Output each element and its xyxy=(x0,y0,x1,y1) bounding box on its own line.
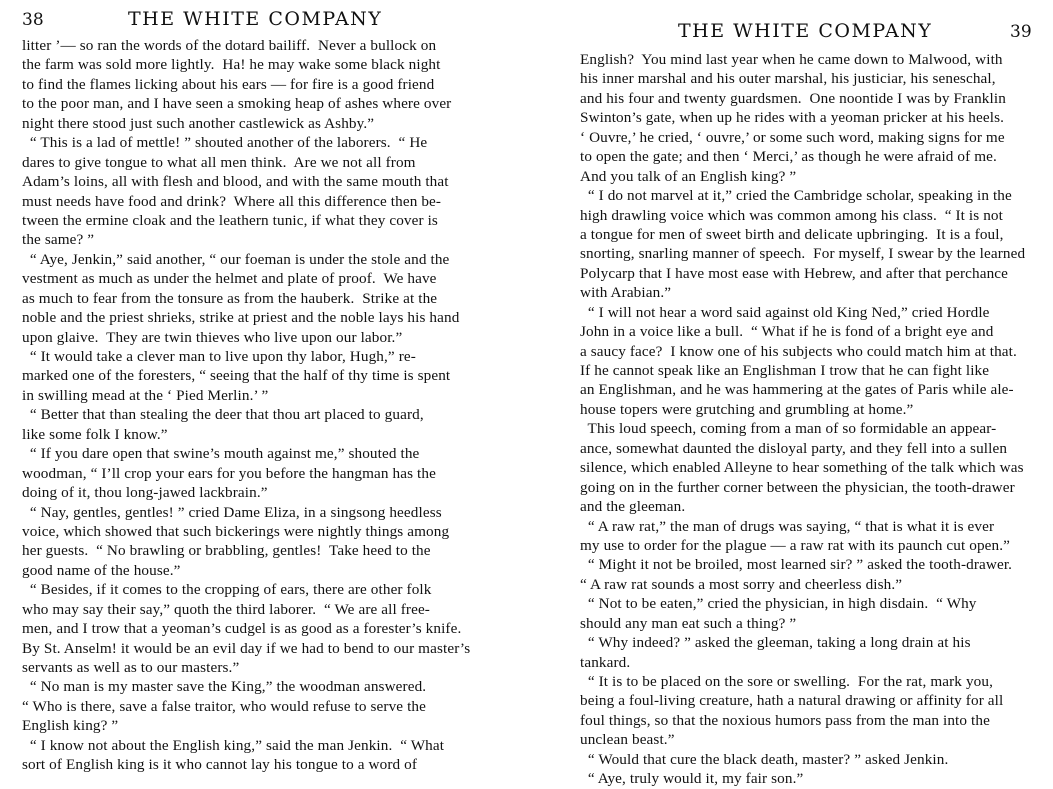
text-line: to open the gate; and then ‘ Merci,’ as though he were afraid of me. xyxy=(580,148,997,166)
text-line: ‘ Ouvre,’ he cried, ‘ ouvre,’ or some such word, making signs for me xyxy=(580,128,1005,146)
text-line: “ Aye, truly would it, my fair son.” xyxy=(580,770,804,788)
text-line: “ Nay, gentles, gentles! ” cried Dame Eliza, in a singsong heedless xyxy=(22,503,442,521)
text-line: “ A raw rat,” the man of drugs was saying, “ that is what it is ever xyxy=(580,517,995,535)
text-line: Swinton’s gate, when up he rides with a yeoman pricker at his heels. xyxy=(580,109,1005,127)
text-line: And you talk of an English king? ” xyxy=(580,167,797,185)
text-line: “ Not to be eaten,” cried the physician, in high disdain. “ Why xyxy=(580,595,977,613)
text-line: to the poor man, and I have seen a smoking heap of ashes where over xyxy=(22,95,452,113)
text-line: “ I know not about the English king,” said the man Jenkin. “ What xyxy=(22,736,445,754)
text-line: litter ’— so ran the words of the dotard bailiff. Never a bullock on xyxy=(22,37,437,54)
text-line: as much to fear from the tonsure as from the hauberk. Strike at the xyxy=(22,289,438,307)
text-line: house topers were grutching and grumbling at home.” xyxy=(580,400,914,418)
text-line: upon glaive. They are twin thieves who live upon our labor.” xyxy=(22,328,403,346)
text-line: must needs have food and drink? Where all this difference then be- xyxy=(22,192,442,210)
text-line: with Arabian.” xyxy=(580,284,672,302)
text-line: who may say their say,” quoth the third laborer. “ We are all free- xyxy=(22,600,430,618)
text-line: my use to order for the plague — a raw rat with its paunch cut open.” xyxy=(580,536,1011,554)
text-line: and his four and twenty guardsmen. One noontide I was by Franklin xyxy=(580,89,1006,107)
text-line: woodman, “ I’ll crop your ears for you before the hangman has the xyxy=(22,464,436,482)
page-number: 39 xyxy=(1010,22,1032,42)
text-line: ance, somewhat daunted the disloyal party, and they fell into a sullen xyxy=(580,439,1008,457)
text-line: “ No man is my master save the King,” the woodman answered. xyxy=(22,678,427,696)
text-line: noble and the priest shrieks, strike at priest and the noble lays his hand xyxy=(22,309,460,327)
running-head: THE WHITE COMPANY xyxy=(678,20,933,42)
text-line: “ Better that than stealing the deer that thou art placed to guard, xyxy=(22,406,424,424)
text-line: By St. Anselm! it would be an evil day if we had to bend to our master’s xyxy=(22,639,471,657)
text-line: English king? ” xyxy=(22,717,119,735)
text-line: “ Who is there, save a false traitor, who would refuse to serve the xyxy=(22,697,426,715)
text-line: marked one of the foresters, “ seeing that the half of thy time is spent xyxy=(22,367,451,385)
text-line: high drawling voice which was common among his class. “ It is not xyxy=(580,206,1003,224)
text-line: night there stood just such another castlewick as Ashby.” xyxy=(22,114,375,132)
text-line: doing of it, thou long-jawed lackbrain.” xyxy=(22,484,268,502)
text-line: “ It is to be placed on the sore or swelling. For the rat, mark you, xyxy=(580,673,993,690)
text-line: “ I do not marvel at it,” cried the Cambridge scholar, speaking in the xyxy=(580,187,1012,205)
text-line: to find the flames licking about his ears — for fire is a good friend xyxy=(22,75,435,93)
text-line: John in a voice like a bull. “ What if he is fond of a bright eye and xyxy=(580,323,994,341)
text-line: silence, which enabled Alleyne to hear something of the talk which was xyxy=(580,459,1024,477)
left-page-header xyxy=(0,6,500,32)
text-line: “ It would take a clever man to live upon thy labor, Hugh,” re- xyxy=(22,348,416,365)
text-line: going on in the further corner between the physician, the tooth-drawer xyxy=(580,478,1015,496)
text-line: the same? ” xyxy=(22,231,95,249)
text-line: being a foul-living creature, hath a natural drawing or affinity for all xyxy=(580,692,1004,710)
text-line: “ If you dare open that swine’s mouth against me,” shouted the xyxy=(22,445,420,463)
text-line: English? You mind last year when he came down to Malwood, with xyxy=(580,51,1003,68)
text-line: “ Why indeed? ” asked the gleeman, taking a long drain at his xyxy=(580,634,971,652)
text-line: men, and I trow that a yeoman’s cudgel is as good as a forester’s knife. xyxy=(22,620,462,638)
text-line: tween the ermine cloak and the leathern tunic, if what they cover is xyxy=(22,211,438,229)
left-page-body xyxy=(22,36,487,775)
text-line: her guests. “ No brawling or brabbling, gentles! Take heed to the xyxy=(22,542,431,560)
text-line: “ Might it not be broiled, most learned sir? ” asked the tooth-drawer. xyxy=(580,556,1013,574)
right-page-body xyxy=(580,50,1045,789)
text-line: “ Aye, Jenkin,” said another, “ our foeman is under the stole and the xyxy=(22,250,450,268)
text-line: Adam’s loins, all with flesh and blood, and with the same mouth that xyxy=(22,173,449,191)
text-line: vestment as much as under the helmet and plate of proof. We have xyxy=(22,270,437,288)
text-line: If he cannot speak like an Englishman I trow that he can fight like xyxy=(580,362,990,379)
text-line: voice, which showed that such bickerings were nightly things among xyxy=(22,522,450,540)
text-line: an Englishman, and he was hammering at the gates of Paris while ale- xyxy=(580,381,1014,399)
left-page xyxy=(0,0,500,774)
text-line: a saucy face? I know one of his subjects who could match him at that. xyxy=(580,342,1017,360)
text-line: and the gleeman. xyxy=(580,498,686,516)
text-line: sort of English king is it who cannot lay his tongue to a word of xyxy=(22,756,418,774)
text-line: foul things, so that the noxious humors pass from the man into the xyxy=(580,711,990,729)
text-line: “ I will not hear a word said against old King Ned,” cried Hordle xyxy=(580,303,990,321)
page-number: 38 xyxy=(22,10,44,30)
text-line: a tongue for men of sweet birth and delicate upbringing. It is a foul, xyxy=(580,225,1004,243)
right-page-header xyxy=(553,6,1053,42)
running-head: THE WHITE COMPANY xyxy=(128,8,383,30)
text-line: unclean beast.” xyxy=(580,731,675,749)
text-line: should any man eat such a thing? ” xyxy=(580,614,797,632)
text-line: “ A raw rat sounds a most sorry and cheerless dish.” xyxy=(580,575,903,593)
text-line: the farm was sold more lightly. Ha! he may wake some black night xyxy=(22,56,441,74)
text-line: good name of the house.” xyxy=(22,561,181,579)
text-line: Polycarp that I have most ease with Hebrew, and after that perchance xyxy=(580,264,1009,282)
text-line: “ This is a lad of mettle! ” shouted another of the laborers. “ He xyxy=(22,134,428,152)
text-line: “ Besides, if it comes to the cropping of ears, there are other folk xyxy=(22,581,432,599)
text-line: tankard. xyxy=(580,653,631,671)
text-line: like some folk I know.” xyxy=(22,425,168,443)
right-page xyxy=(553,0,1053,788)
text-line: “ Would that cure the black death, master? ” asked Jenkin. xyxy=(580,750,949,768)
text-line: servants as well as to our masters.” xyxy=(22,659,240,676)
text-line: dares to give tongue to what all men think. Are we not all from xyxy=(22,153,416,171)
text-line: snorting, snarling manner of speech. For myself, I swear by the learned xyxy=(580,245,1026,263)
text-line: This loud speech, coming from a man of so formidable an appear- xyxy=(580,420,997,438)
text-line: his inner marshal and his outer marshal, his justiciar, his seneschal, xyxy=(580,70,996,88)
text-line: in swilling mead at the ‘ Pied Merlin.’ ” xyxy=(22,386,269,404)
